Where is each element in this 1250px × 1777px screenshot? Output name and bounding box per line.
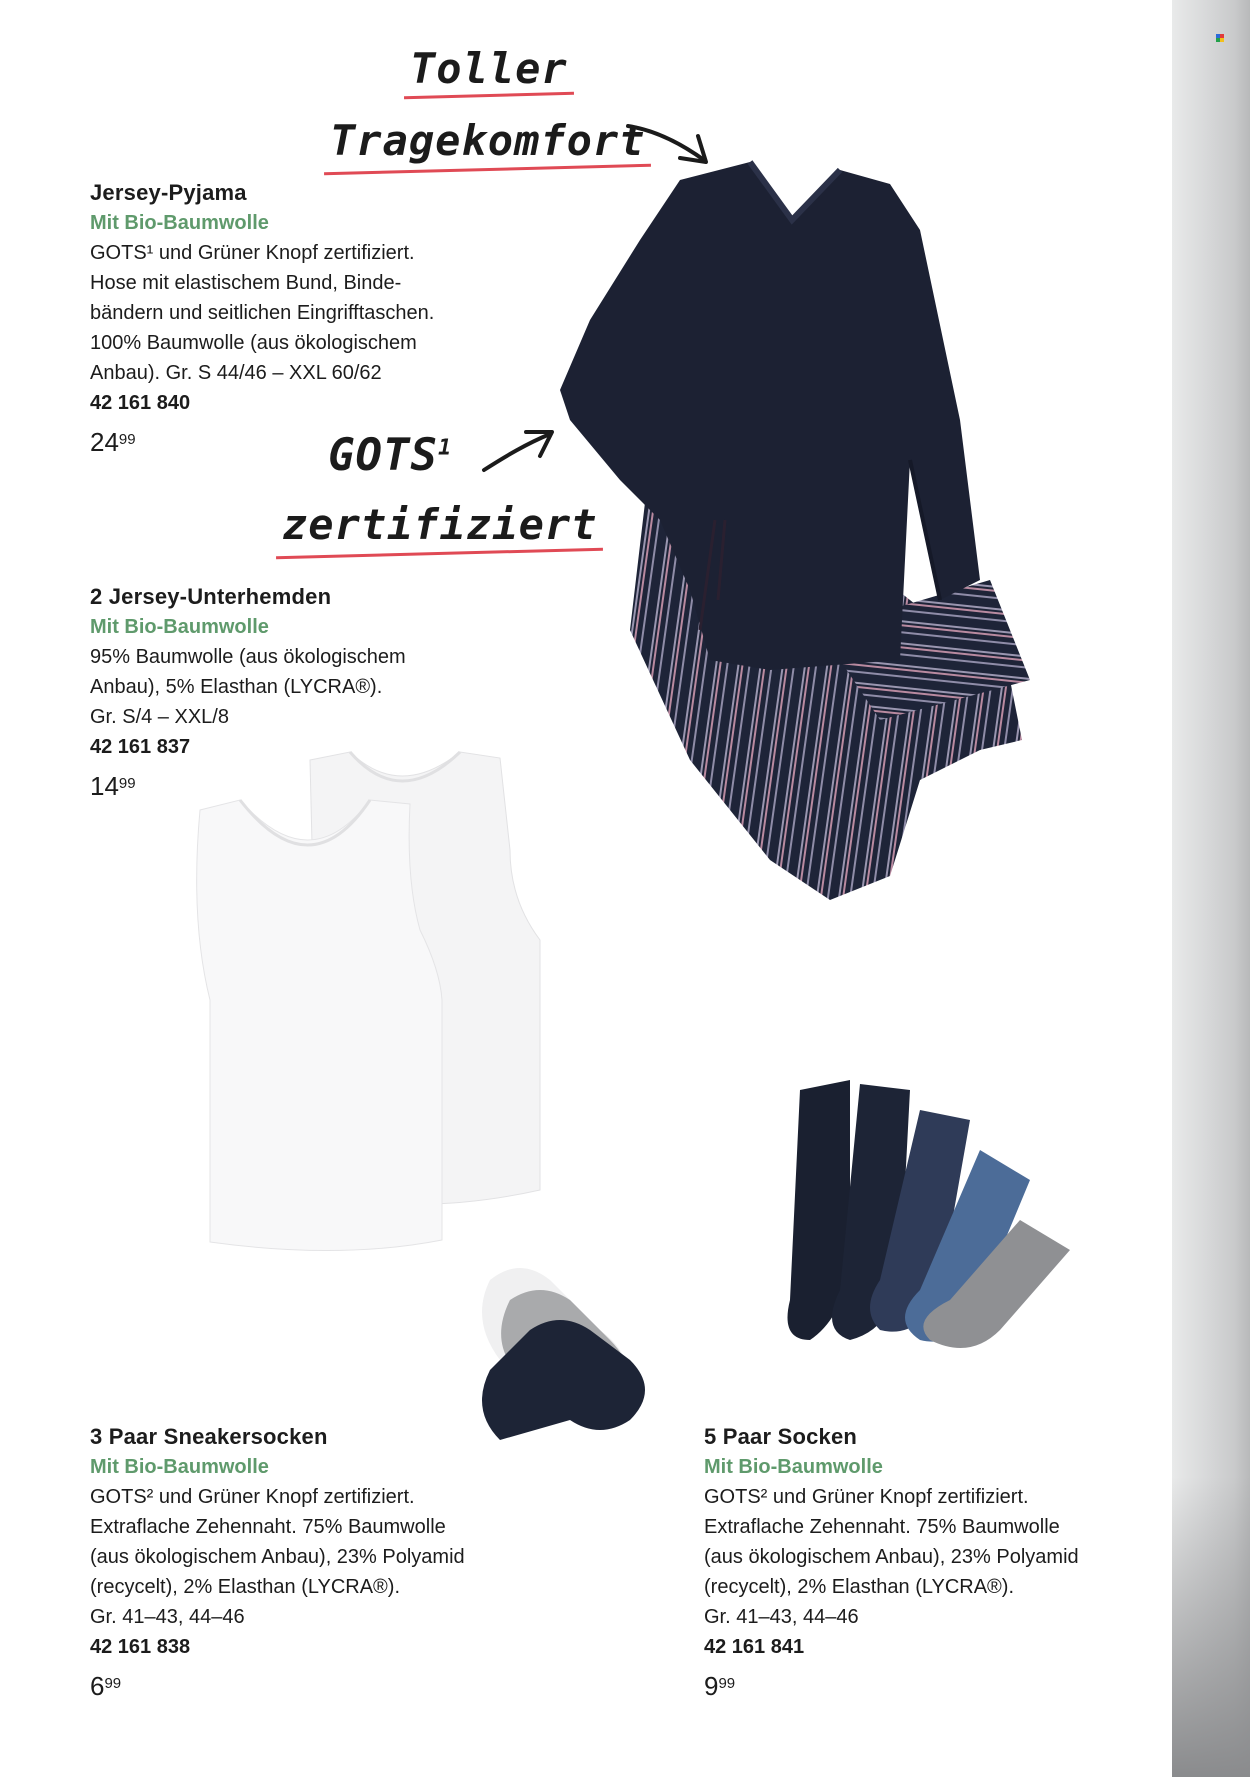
price-cents: 99 <box>118 775 136 792</box>
annotation-tragekomfort-text: Tragekomfort <box>330 116 646 165</box>
product-description: GOTS¹ und Grüner Knopf zertifiziert. Hose mit elastischem Bund, Binde- bändern und seitlichen Eingrifftaschen. 100% Baumwolle (aus ökologischem Anbau). Gr. S 44/46 – XXL 60/62 <box>90 242 435 384</box>
product-description: GOTS² und Grüner Knopf zertifiziert. Extraflache Zehennaht. 75% Baumwolle (aus ökologischem Anbau), 23% Polyamid (recycelt), 2% Elasthan (LYCRA®). Gr. 41–43, 44–46 <box>90 1486 465 1628</box>
color-registration-mark <box>1216 34 1226 44</box>
price-main: 6 <box>90 1671 105 1701</box>
annotation-tragekomfort <box>330 116 645 165</box>
annotation-zertifiziert <box>282 500 597 549</box>
product-sneakersocken <box>90 1422 570 1706</box>
price <box>90 1666 570 1706</box>
sneaker-socks-image <box>460 1250 660 1450</box>
product-title: 3 Paar Sneakersocken <box>90 1424 328 1449</box>
product-socken <box>704 1422 1164 1706</box>
annotation-toller <box>410 44 568 93</box>
article-number: 42 161 837 <box>90 736 191 758</box>
floor-shadow <box>1172 1477 1250 1777</box>
side-photo-strip <box>1172 0 1250 1777</box>
article-number: 42 161 840 <box>90 392 191 414</box>
product-title: 5 Paar Socken <box>704 1424 858 1449</box>
product-description: 95% Baumwolle (aus ökologischem Anbau), 5% Elasthan (LYCRA®). Gr. S/4 – XXL/8 <box>90 646 406 728</box>
article-number: 42 161 838 <box>90 1636 191 1658</box>
undershirts-image <box>170 740 570 1260</box>
price-cents: 99 <box>118 431 136 448</box>
annotation-gots-text: GOTS <box>328 430 438 481</box>
price-main: 9 <box>704 1671 719 1701</box>
article-number: 42 161 841 <box>704 1636 805 1658</box>
price-cents: 99 <box>104 1675 122 1692</box>
annotation-toller-text: Toller <box>410 44 568 93</box>
price <box>90 422 510 462</box>
product-jersey-pyjama <box>90 178 510 462</box>
product-title: 2 Jersey-Unterhemden <box>90 584 332 609</box>
price-main: 24 <box>90 427 119 457</box>
annotation-underline <box>276 548 603 560</box>
product-subtitle: Mit Bio-Baumwolle <box>90 616 269 638</box>
annotation-gots-sup: 1 <box>437 435 453 461</box>
pyjama-image <box>560 160 1040 900</box>
price <box>704 1666 1164 1706</box>
product-description: GOTS² und Grüner Knopf zertifiziert. Extraflache Zehennaht. 75% Baumwolle (aus ökologischem Anbau), 23% Polyamid (recycelt), 2% Elasthan (LYCRA®). Gr. 41–43, 44–46 <box>704 1486 1079 1628</box>
product-subtitle: Mit Bio-Baumwolle <box>90 1456 269 1478</box>
product-subtitle: Mit Bio-Baumwolle <box>90 212 269 234</box>
price-main: 14 <box>90 771 119 801</box>
annotation-zertifiziert-text: zertifiziert <box>282 500 598 549</box>
product-subtitle: Mit Bio-Baumwolle <box>704 1456 883 1478</box>
price-cents: 99 <box>718 1675 736 1692</box>
socks-image <box>780 1070 1080 1370</box>
product-title: Jersey-Pyjama <box>90 180 247 205</box>
